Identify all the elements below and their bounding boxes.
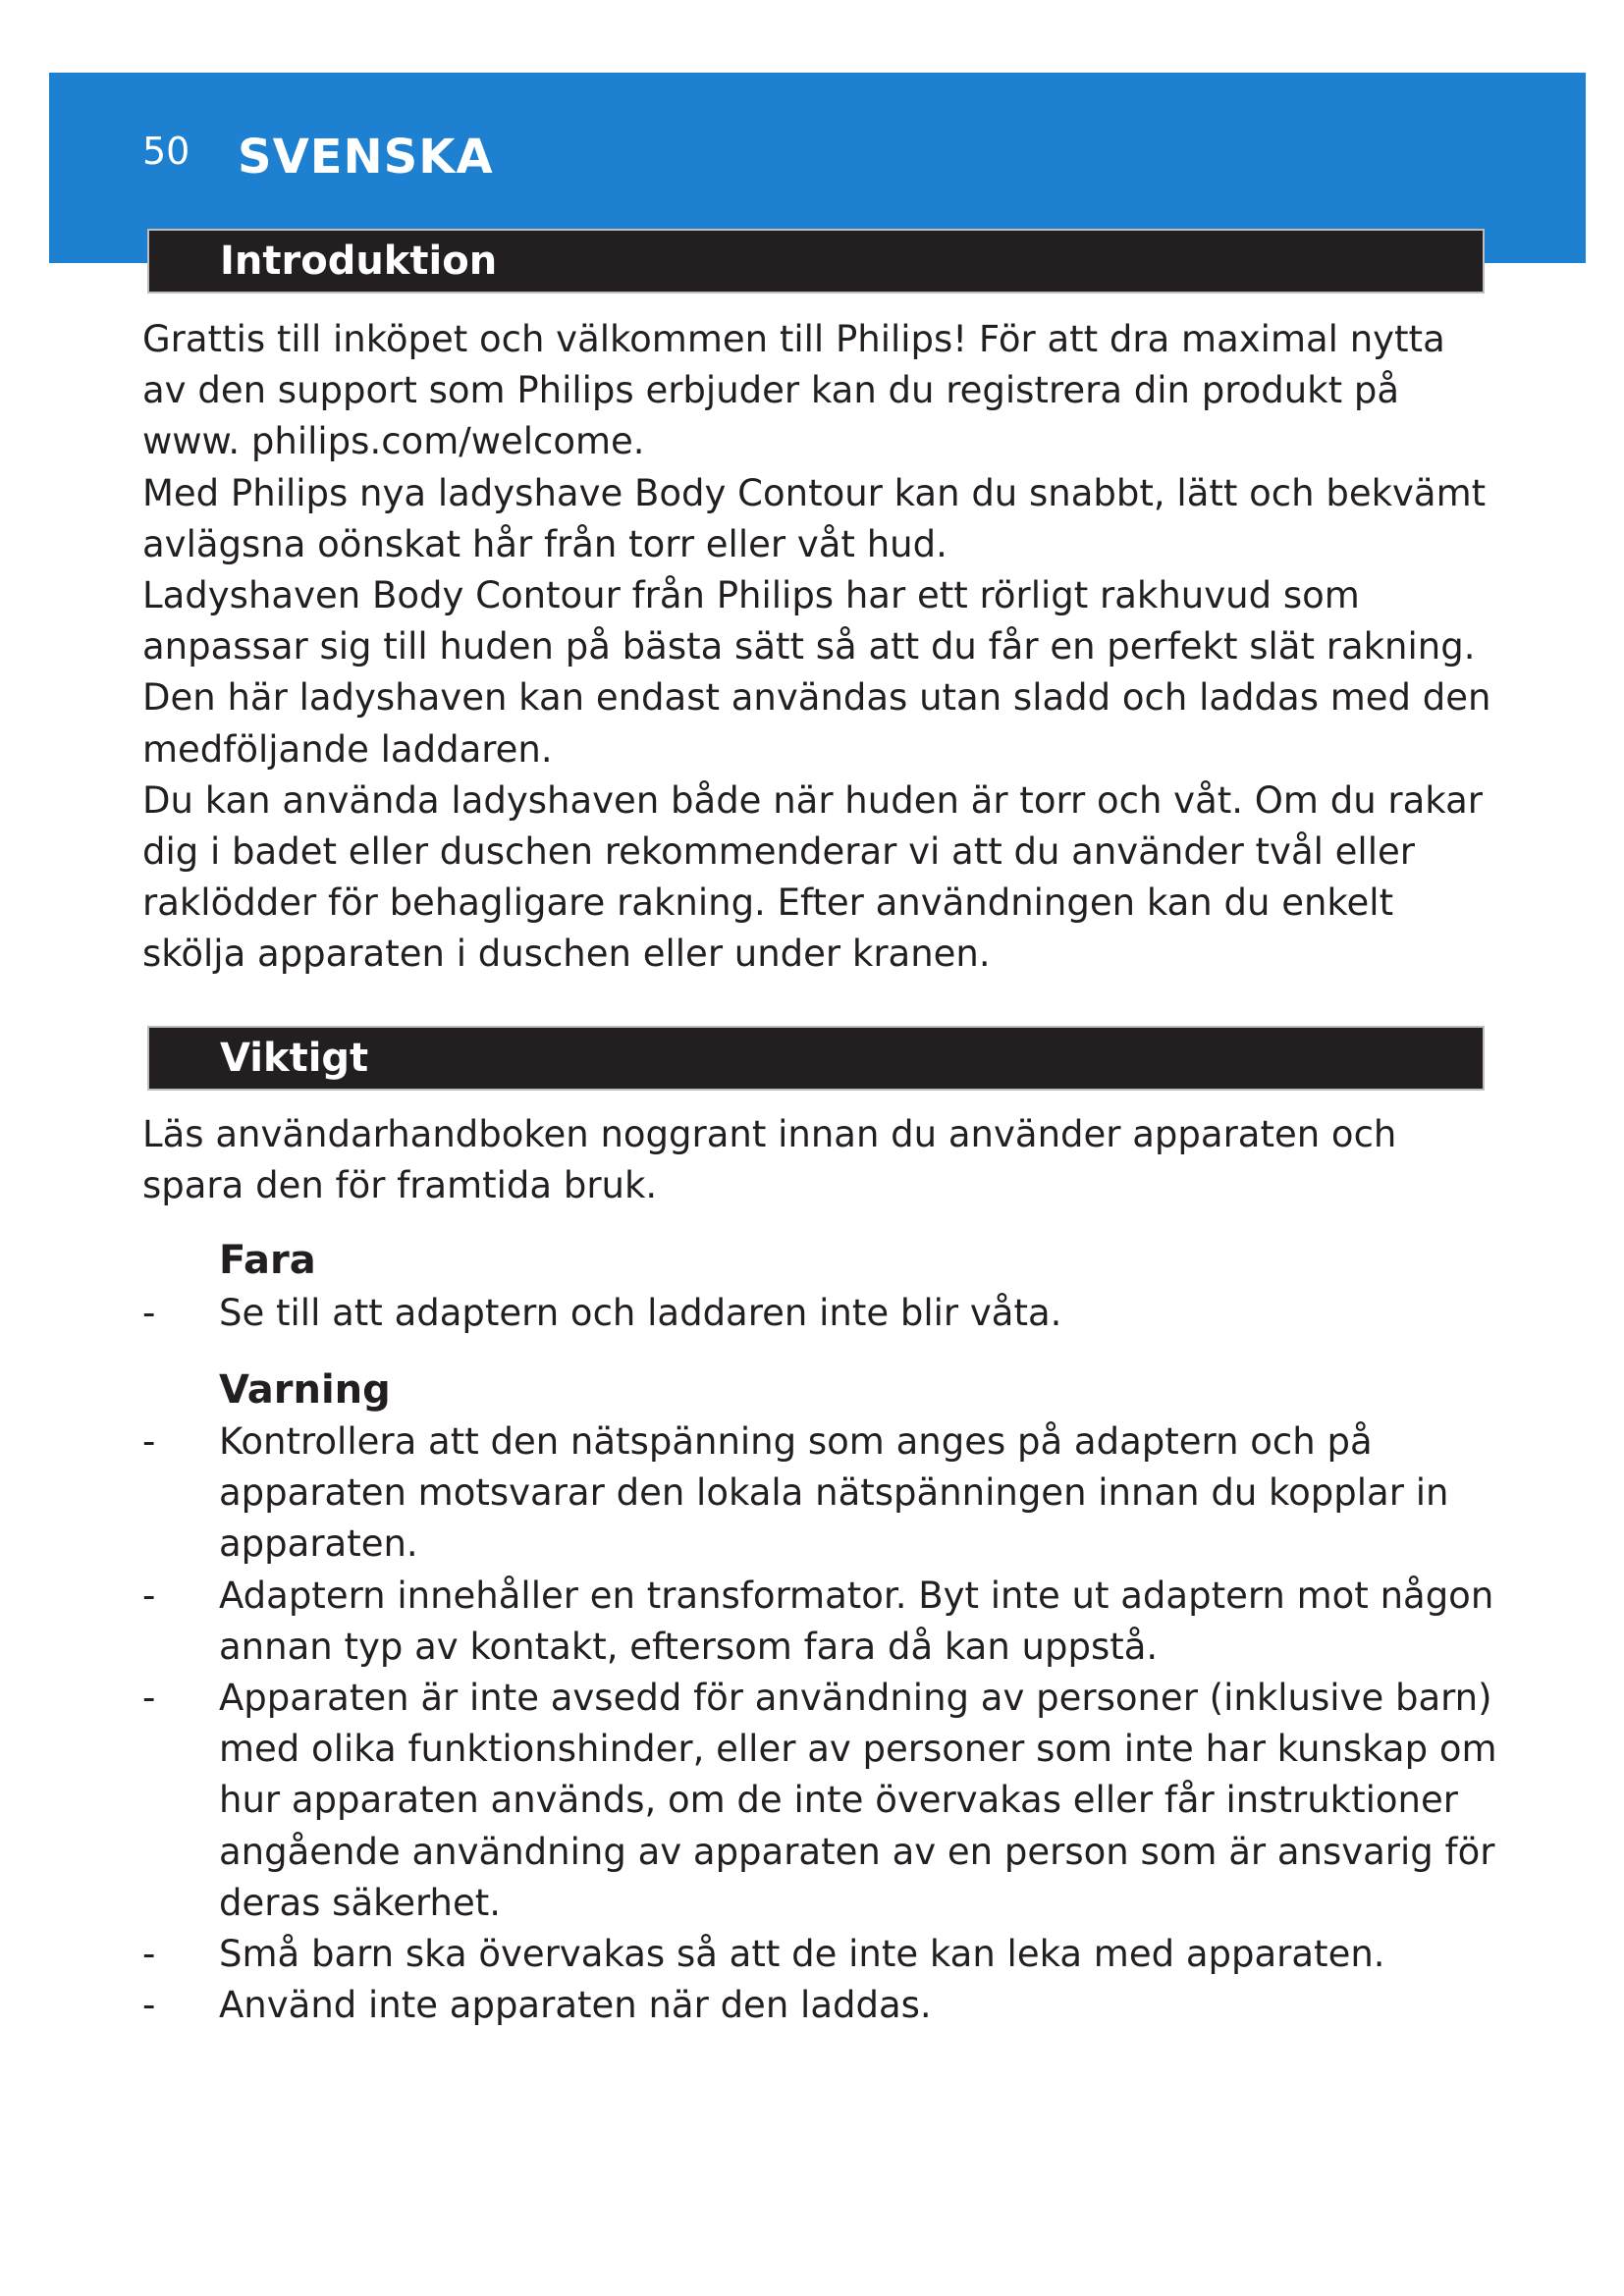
section-bar-introduction [147,229,1485,294]
list-item [142,1571,1497,1673]
danger-heading: Fara [219,1238,316,1283]
list-item-text: Adaptern innehåller en transformator. Byt inte ut adaptern mot någon annan typ av kontakt, eftersom fara då kan uppstå. [219,1574,1494,1668]
bullet-dash: - [142,1420,156,1463]
bullet-dash: - [142,1574,156,1617]
intro-paragraph: Den här ladyshaven kan endast användas utan sladd och laddas med den medföljande laddaren. [142,676,1491,771]
section-bar-important [147,1026,1485,1091]
intro-paragraph: Ladyshaven Body Contour från Philips har ett rörligt rakhuvud som anpassar sig till huden på bästa sätt så att du får en perfekt slät rakning. [142,574,1476,668]
list-item-text: Små barn ska övervakas så att de inte kan leka med apparaten. [219,1933,1385,1976]
warning-list [142,1416,1497,2031]
introduction-text [142,314,1497,981]
bullet-dash: - [142,1677,156,1720]
list-item [142,1673,1497,1929]
intro-paragraph: Med Philips nya ladyshave Body Contour kan du snabbt, lätt och bekvämt avlägsna oönskat hår från torr eller våt hud. [142,471,1487,565]
bullet-dash: - [142,1984,156,2027]
list-item [142,1980,1497,2031]
list-item-text: Använd inte apparaten när den laddas. [219,1984,932,2027]
list-item [142,1416,1497,1571]
warning-heading: Varning [219,1367,391,1413]
section-title-introduction: Introduktion [220,239,498,284]
language-title: SVENSKA [238,130,494,185]
page-number: 50 [142,130,190,173]
list-item-text: Apparaten är inte avsedd för användning av personer (inklusive barn) med olika funktionshinder, eller av personer som inte har kunskap om hur apparaten används, om de inte övervakas eller får instruktioner angående användning av apparaten av en person som är ansvarig för deras säkerhet. [219,1677,1497,1924]
list-item-text: Se till att adaptern och laddaren inte blir våta. [219,1292,1062,1334]
section-title-important: Viktigt [220,1036,369,1081]
list-item [142,1288,1497,1339]
list-item-text: Kontrollera att den nätspänning som anges på adaptern och på apparaten motsvarar den lokala nätspänningen innan du kopplar in apparaten. [219,1420,1449,1566]
important-text [142,1109,1497,1211]
intro-paragraph: Grattis till inköpet och välkommen till Philips! För att dra maximal nytta av den support som Philips erbjuder kan du registrera din produkt på www. philips.com/welcome. [142,318,1445,463]
list-item [142,1929,1497,1980]
important-paragraph: Läs användarhandboken noggrant innan du använder apparaten och spara den för framtida bruk. [142,1113,1397,1207]
bullet-dash: - [142,1933,156,1976]
intro-paragraph: Du kan använda ladyshaven både när huden är torr och våt. Om du rakar dig i badet eller duschen rekommenderar vi att du använder tvål eller raklödder för behagligare rakning. Efter användningen kan du enkelt skölja apparaten i duschen eller under kranen. [142,778,1483,976]
danger-list [142,1288,1497,1339]
bullet-dash: - [142,1292,156,1334]
